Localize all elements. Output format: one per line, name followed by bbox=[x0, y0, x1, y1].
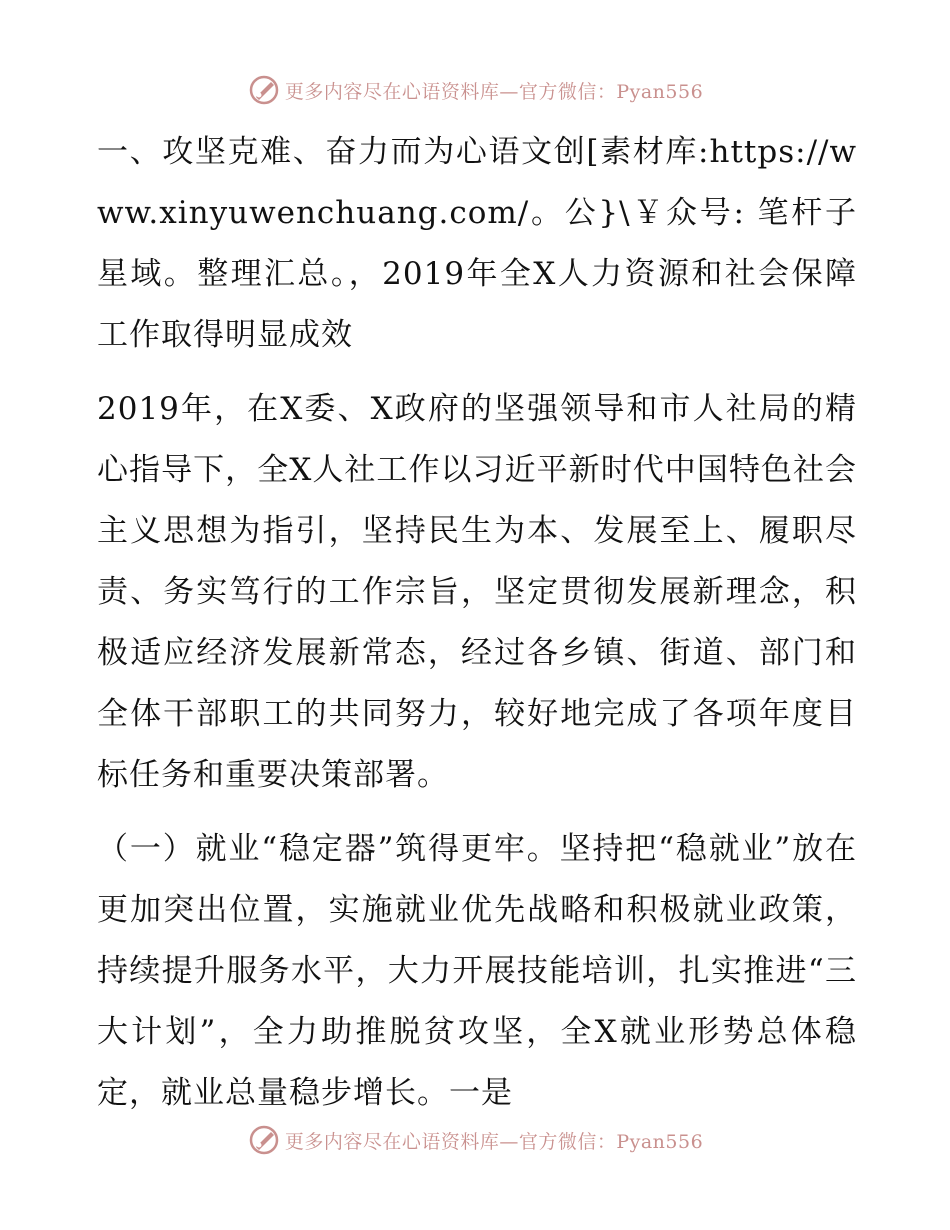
footer-banner-text: 更多内容尽在心语资料库—官方微信：Pyan556 bbox=[284, 1130, 704, 1153]
paragraph-intro: 2019年，在X委、X政府的坚强领导和市人社局的精心指导下，全X人社工作以习近平新时代中国特色社会主义思想为指引，坚持民生为本、发展至上、履职尽责、务实笃行的工作宗旨，坚定贯彻发展新理念，积极适应经济发展新常态，经过各乡镇、街道、部门和全体干部职工的共同努力，较好地完成了各项年度目标任务和重要决策部署。 bbox=[97, 391, 857, 793]
document-body bbox=[97, 122, 857, 1137]
paragraph-employment: （一）就业“稳定器”筑得更牢。坚持把“稳就业”放在更加突出位置，实施就业优先战略和积极就业政策，持续提升服务水平，大力开展技能培训，扎实推进“三大计划”，全力助推脱贫攻坚，全X就业形势总体稳定，就业总量稳步增长。一是 bbox=[97, 831, 857, 1111]
paragraph-heading: 一、攻坚克难、奋力而为心语文创[素材库:https://www.xinyuwenchuang.com/。公}\￥众号: 笔杆子星域。整理汇总。，2019年全X人力资源和社会保障工作取得明显成效 bbox=[97, 134, 857, 353]
header-banner bbox=[0, 70, 950, 110]
header-banner-text: 更多内容尽在心语资料库—官方微信：Pyan556 bbox=[284, 80, 704, 103]
footer-banner bbox=[0, 1120, 950, 1160]
brand-logo-icon bbox=[247, 1123, 281, 1157]
brand-logo-icon bbox=[247, 73, 281, 107]
